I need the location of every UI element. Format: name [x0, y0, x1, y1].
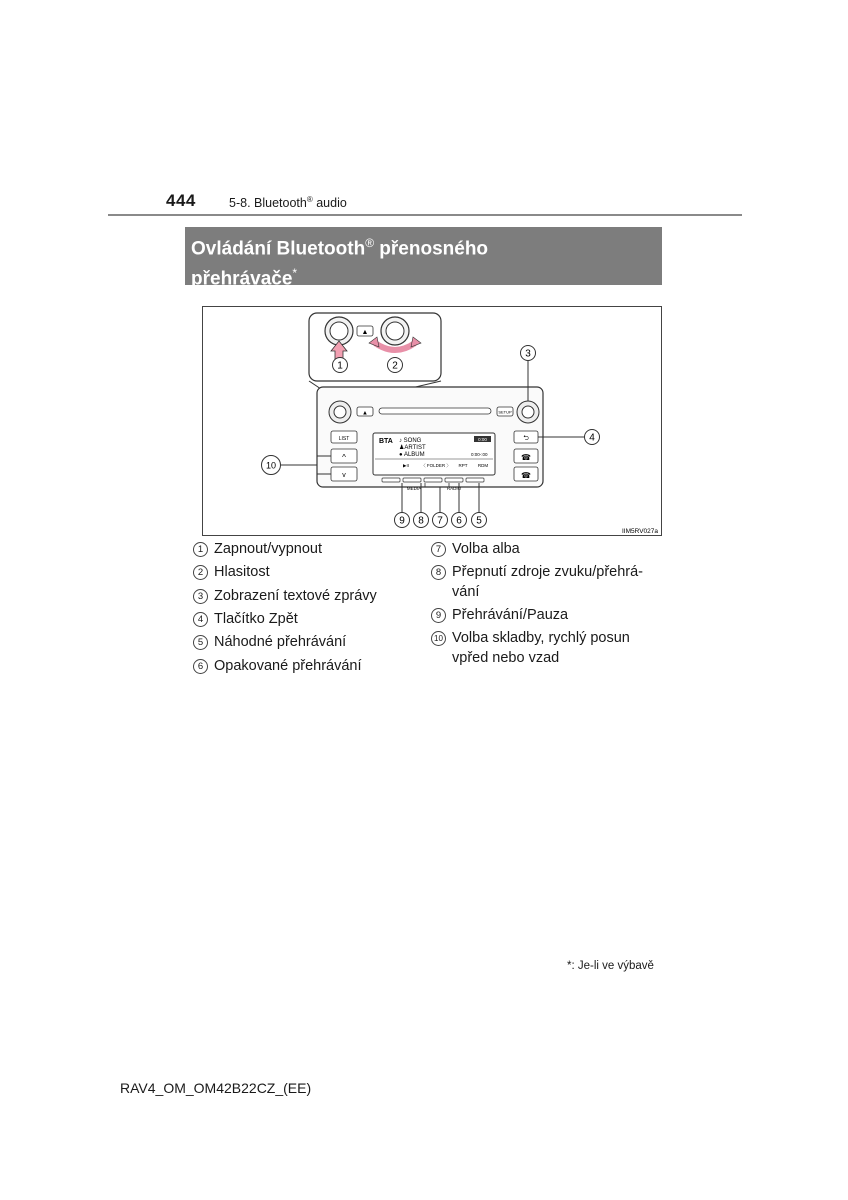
section-name-tail: audio [312, 196, 347, 211]
seek-down-icon: v [342, 472, 346, 479]
legend-text: Opakované přehrávání [214, 658, 362, 674]
legend-text: Volba skladby, rychlý posun vpřed nebo vzad [452, 630, 630, 666]
legend-text: Hlasitost [214, 564, 270, 580]
callout-1-label: 1 [337, 360, 343, 372]
unit-tune-knob-cap [522, 406, 534, 418]
screen-song: ♪ SONG [399, 438, 422, 444]
legend-number: 2 [193, 565, 208, 580]
media-label: MEDIA [406, 486, 422, 491]
callout-9-label: 9 [399, 515, 405, 527]
screen-rdm: RDM [477, 463, 489, 468]
callout-6-label: 6 [456, 515, 462, 527]
title-asterisk: * [292, 266, 298, 281]
callout-8-label: 8 [418, 515, 424, 527]
callout-4-label: 4 [589, 432, 595, 444]
legend-number: 9 [431, 608, 446, 623]
legend-number: 7 [431, 542, 446, 557]
audio-panel-figure [202, 306, 662, 536]
legend-number: 6 [193, 659, 208, 674]
unit-eject-icon: ▲ [362, 410, 368, 417]
setup-label: SETUP [498, 409, 512, 415]
back-icon: ⮌ [523, 435, 529, 442]
callout-3-label: 3 [525, 348, 531, 360]
legend-number: 1 [193, 542, 208, 557]
legend-number: 3 [193, 589, 208, 604]
title-line-2 [191, 261, 662, 291]
cd-slot [379, 408, 491, 414]
section-title [185, 227, 662, 290]
legend-number: 10 [431, 631, 446, 646]
audio-panel-illustration [203, 307, 663, 537]
registered-mark: ® [306, 195, 313, 204]
screen-album: ● ALBUM [399, 452, 425, 458]
header-rule [108, 214, 742, 216]
seek-up-icon: ^ [342, 453, 346, 462]
soft-button-1 [382, 478, 400, 482]
figure-code: IIM5RV027a [621, 528, 658, 535]
screen-play: ▶II [403, 463, 409, 468]
callout-5-label: 5 [476, 515, 482, 527]
screen-time: 0:00-:00 [471, 452, 488, 457]
legend-number: 8 [431, 565, 446, 580]
legend-number: 4 [193, 612, 208, 627]
radio-label: RADIO [446, 486, 462, 491]
legend-text: Volba alba [452, 541, 520, 557]
soft-button-5 [466, 478, 484, 482]
list-label: LIST [338, 436, 350, 442]
section-name: 5-8. Bluetooth [229, 196, 307, 211]
screen-badge-text: 0:00 [478, 437, 487, 442]
screen-rpt: RPT [458, 463, 468, 468]
phone-pickup-icon: ☎ [521, 453, 531, 462]
legend-text: Přepnutí zdroje zvuku/přehrá-vání [452, 564, 644, 600]
footnote: *: Je-li ve výbavě [567, 960, 654, 972]
legend-text: Náhodné přehrávání [214, 634, 347, 650]
footer-document-code: RAV4_OM_OM42B22CZ_(EE) [120, 1080, 312, 1096]
callout-2-label: 2 [392, 360, 398, 372]
soft-button-3 [424, 478, 442, 482]
callout-10-label: 10 [265, 460, 277, 471]
power-knob-cap [330, 322, 348, 340]
title-part-b: přenosného [374, 238, 489, 260]
soft-button-2 [403, 478, 421, 482]
phone-hangup-icon: ☎ [521, 471, 531, 480]
title-part-c: přehrávače [191, 268, 293, 290]
section-label [229, 195, 347, 210]
legend-text: Zobrazení textové zprávy [214, 588, 377, 604]
screen-folder: 〈 FOLDER 〉 [421, 463, 451, 468]
callout-7-label: 7 [437, 515, 443, 527]
title-part-a: Ovládání Bluetooth [191, 238, 366, 260]
legend-text: Přehrávání/Pauza [452, 607, 569, 623]
screen-source: BTA [379, 438, 393, 445]
page-number: 444 [166, 191, 196, 210]
title-registered-mark: ® [365, 236, 375, 250]
volume-knob-cap [386, 322, 404, 340]
screen-artist: ♟ARTIST [399, 445, 426, 451]
unit-power-knob-cap [334, 406, 346, 418]
legend-text: Zapnout/vypnout [214, 541, 323, 557]
soft-button-4 [445, 478, 463, 482]
legend-number: 5 [193, 635, 208, 650]
legend-text: Tlačítko Zpět [214, 611, 298, 627]
inset-eject-icon: ▲ [361, 329, 369, 336]
title-line-1 [191, 231, 662, 261]
